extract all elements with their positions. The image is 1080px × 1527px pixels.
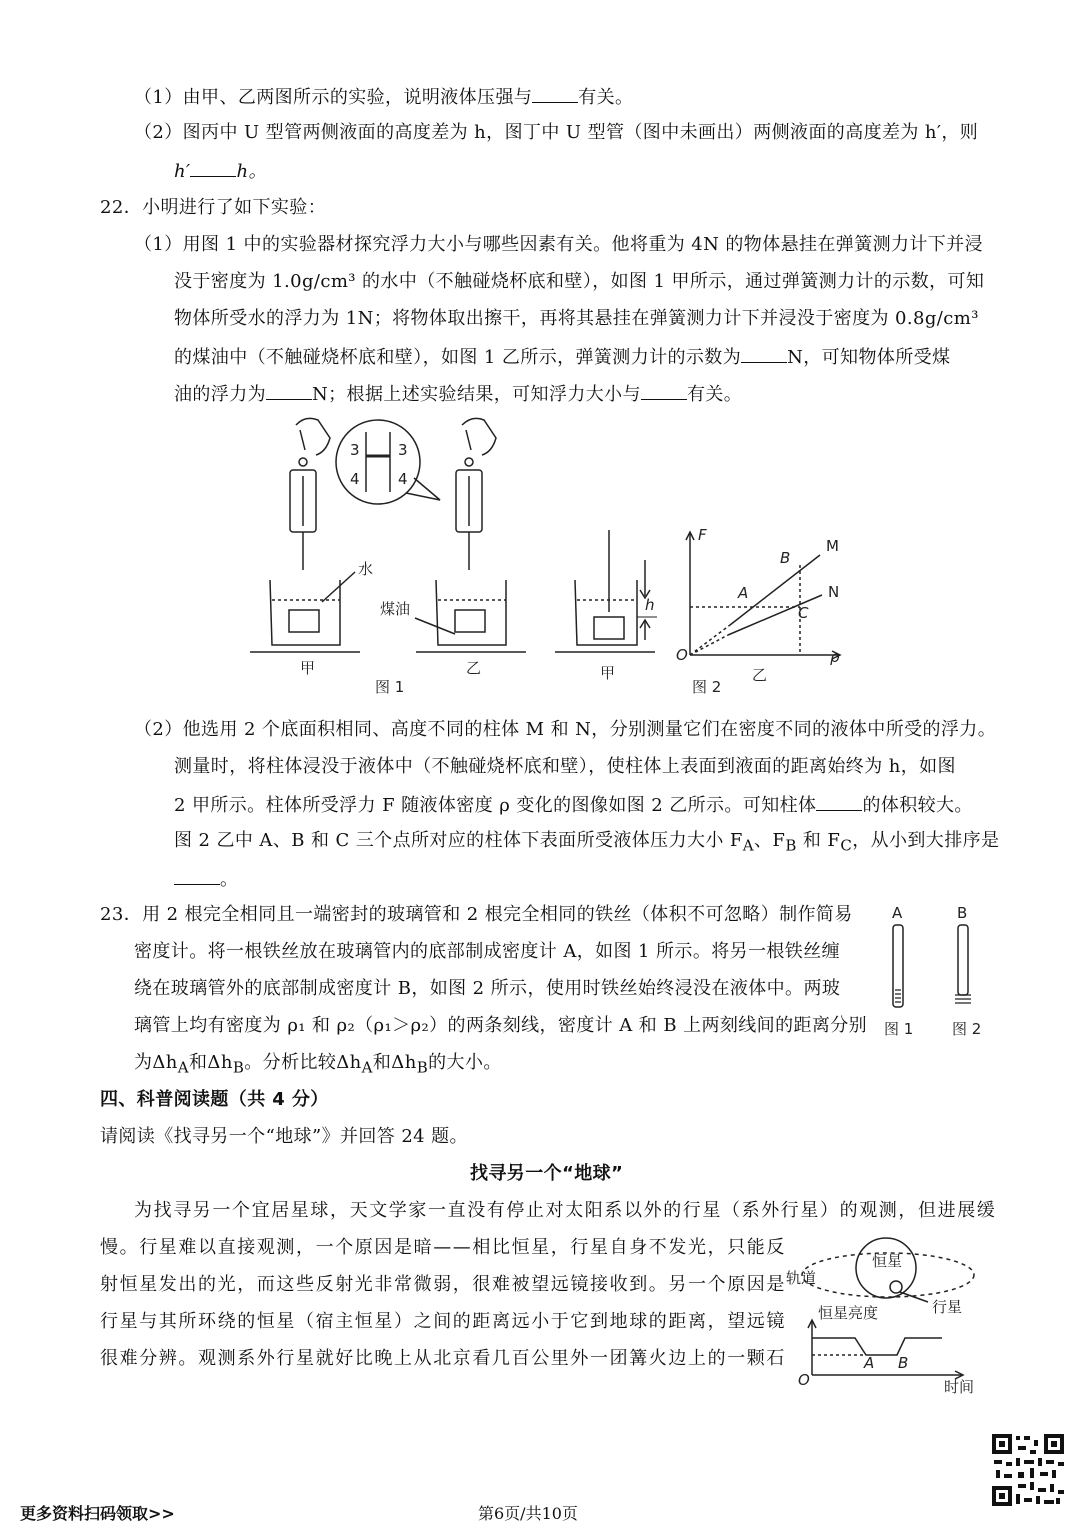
label-yi-1: 乙: [466, 659, 482, 677]
label-B-transit: B: [898, 1354, 909, 1372]
label-kerosene: 煤油: [380, 600, 411, 618]
scale-label-3b: 3: [398, 441, 408, 459]
scale-label-4b: 4: [398, 470, 408, 488]
q22-p2-line3: 2 甲所示。柱体所受浮力 F 随液体密度 ρ 变化的图像如图 2 乙所示。可知柱体 的体积较大。: [174, 792, 973, 818]
line-M-label: M: [826, 537, 839, 555]
q21-part2: （2）图丙中 U 型管两侧液面的高度差为 h，图丁中 U 型管（图中未画出）两侧液面的高度差为 h′，则: [134, 122, 979, 143]
q23-line5: 为$\Delta h_A$和$\Delta h_B$。分析比较$\Delta h_A$和$\Delta h_B$的大小。: [134, 1052, 502, 1077]
qr-code[interactable]: [990, 1432, 1066, 1508]
label-time: 时间: [944, 1378, 975, 1396]
article-line3: 射恒星发出的光，而这些反射光非常微弱，很难被望远镜接收到。另一个原因是: [100, 1274, 786, 1295]
q21-part2-cont: h′ h。: [174, 158, 267, 184]
q23-line3: 绕在玻璃管外的底部制成密度计 B，如图 2 所示，使用时铁丝始终浸没在液体中。两玻: [134, 978, 841, 999]
origin-O: O: [676, 646, 688, 664]
q22-p2-line5: 。: [174, 866, 238, 892]
origin-O-2: O: [798, 1371, 810, 1389]
axis-label-F: F: [698, 526, 707, 544]
densimeter-A-label: A: [892, 904, 903, 922]
caption-densimeter-1: 图 1: [884, 1020, 914, 1038]
article-line1: 为找寻另一个宜居星球，天文学家一直没有停止对太阳系以外的行星（系外行星）的观测，但进展缓: [134, 1200, 997, 1221]
q22-p2-line1: （2）他选用 2 个底面积相同、高度不同的柱体 M 和 N，分别测量它们在密度不同的液体中所受的浮力。: [134, 719, 997, 740]
caption-fig2: 图 2: [692, 678, 722, 696]
q23-line1: 23．用 2 根完全相同且一端密封的玻璃管和 2 根完全相同的铁丝（体积不可忽略）制作简易: [100, 904, 853, 925]
q22-p1-line1: （1）用图 1 中的实验器材探究浮力大小与哪些因素有关。他将重为 4N 的物体悬挂在弹簧测力计下并浸: [134, 234, 983, 255]
footer-promo-link[interactable]: 更多资料扫码领取>>: [20, 1504, 175, 1523]
caption-fig1: 图 1: [375, 678, 405, 696]
label-h: h: [645, 596, 655, 614]
label-orbit: 轨道: [786, 1269, 817, 1287]
article-line4: 行星与其所环绕的恒星（宿主恒星）之间的距离远小于它到地球的距离，望远镜: [100, 1311, 786, 1332]
q22-p1-line3: 物体所受水的浮力为 1N；将物体取出擦干，再将其悬挂在弹簧测力计下并浸没于密度为 0.8g/cm³: [174, 308, 979, 329]
q22-p2-line2: 测量时，将柱体浸没于液体中（不触碰烧杯底和壁），使柱体上表面到液面的距离始终为 h，如图: [174, 756, 956, 777]
q22-p2-line4: 图 2 乙中 A、B 和 C 三个点所对应的柱体下表面所受液体压力大小 $F_A$、$F_B$ 和 $F_C$，从小到大排序是: [174, 830, 1000, 855]
page-number: 第6页/共10页: [478, 1504, 578, 1523]
scale-label-3: 3: [350, 441, 360, 459]
q22-p1-line4: 的煤油中（不触碰烧杯底和壁），如图 1 乙所示，弹簧测力计的示数为 N，可知物体所受煤: [174, 344, 950, 370]
q22-p1-line5: 油的浮力为 N；根据上述实验结果，可知浮力大小与 有关。: [174, 381, 742, 407]
section-4-title: 四、科普阅读题（共 4 分）: [100, 1089, 329, 1110]
q23-line4: 璃管上均有密度为 ρ₁ 和 ρ₂（ρ₁＞ρ₂）的两条刻线，密度计 A 和 B 上两刻线间的距离分别: [134, 1015, 868, 1036]
q21-part1: （1）由甲、乙两图所示的实验，说明液体压强与 有关。: [134, 84, 633, 110]
axis-label-rho: ρ: [830, 648, 840, 666]
q22-p1-line2: 没于密度为 1.0g/cm³ 的水中（不触碰烧杯底和壁），如图 1 甲所示，通过弹簧测力计的示数，可知: [174, 271, 985, 292]
densimeter-B-label: B: [957, 904, 968, 922]
label-jia-2: 甲: [600, 664, 616, 682]
label-brightness: 恒星亮度: [818, 1304, 879, 1322]
label-star: 恒星: [872, 1252, 903, 1270]
article-line2: 慢。行星难以直接观测，一个原因是暗——相比恒星，行星自身不发光，只能反: [100, 1237, 786, 1258]
q22-heading: 22．小明进行了如下实验：: [100, 197, 327, 218]
point-B-label: B: [780, 549, 791, 567]
point-A-label: A: [738, 584, 749, 602]
label-planet: 行星: [932, 1298, 963, 1316]
label-yi-2: 乙: [752, 666, 768, 684]
line-N-label: N: [828, 583, 840, 601]
label-A-transit: A: [864, 1354, 875, 1372]
article-line5: 很难分辨。观测系外行星就好比晚上从北京看几百公里外一团篝火边上的一颗石: [100, 1348, 786, 1369]
label-jia-1: 甲: [300, 659, 316, 677]
q23-line2: 密度计。将一根铁丝放在玻璃管内的底部制成密度计 A，如图 1 所示。将另一根铁丝缠: [134, 941, 841, 962]
label-water: 水: [358, 560, 374, 578]
point-C-label: C: [798, 604, 809, 622]
section-4-intro: 请阅读《找寻另一个“地球”》并回答 24 题。: [100, 1126, 468, 1147]
article-title: 找寻另一个“地球”: [470, 1163, 624, 1184]
caption-densimeter-2: 图 2: [952, 1020, 982, 1038]
planet-dot: [890, 1281, 902, 1293]
scale-label-4: 4: [350, 470, 360, 488]
